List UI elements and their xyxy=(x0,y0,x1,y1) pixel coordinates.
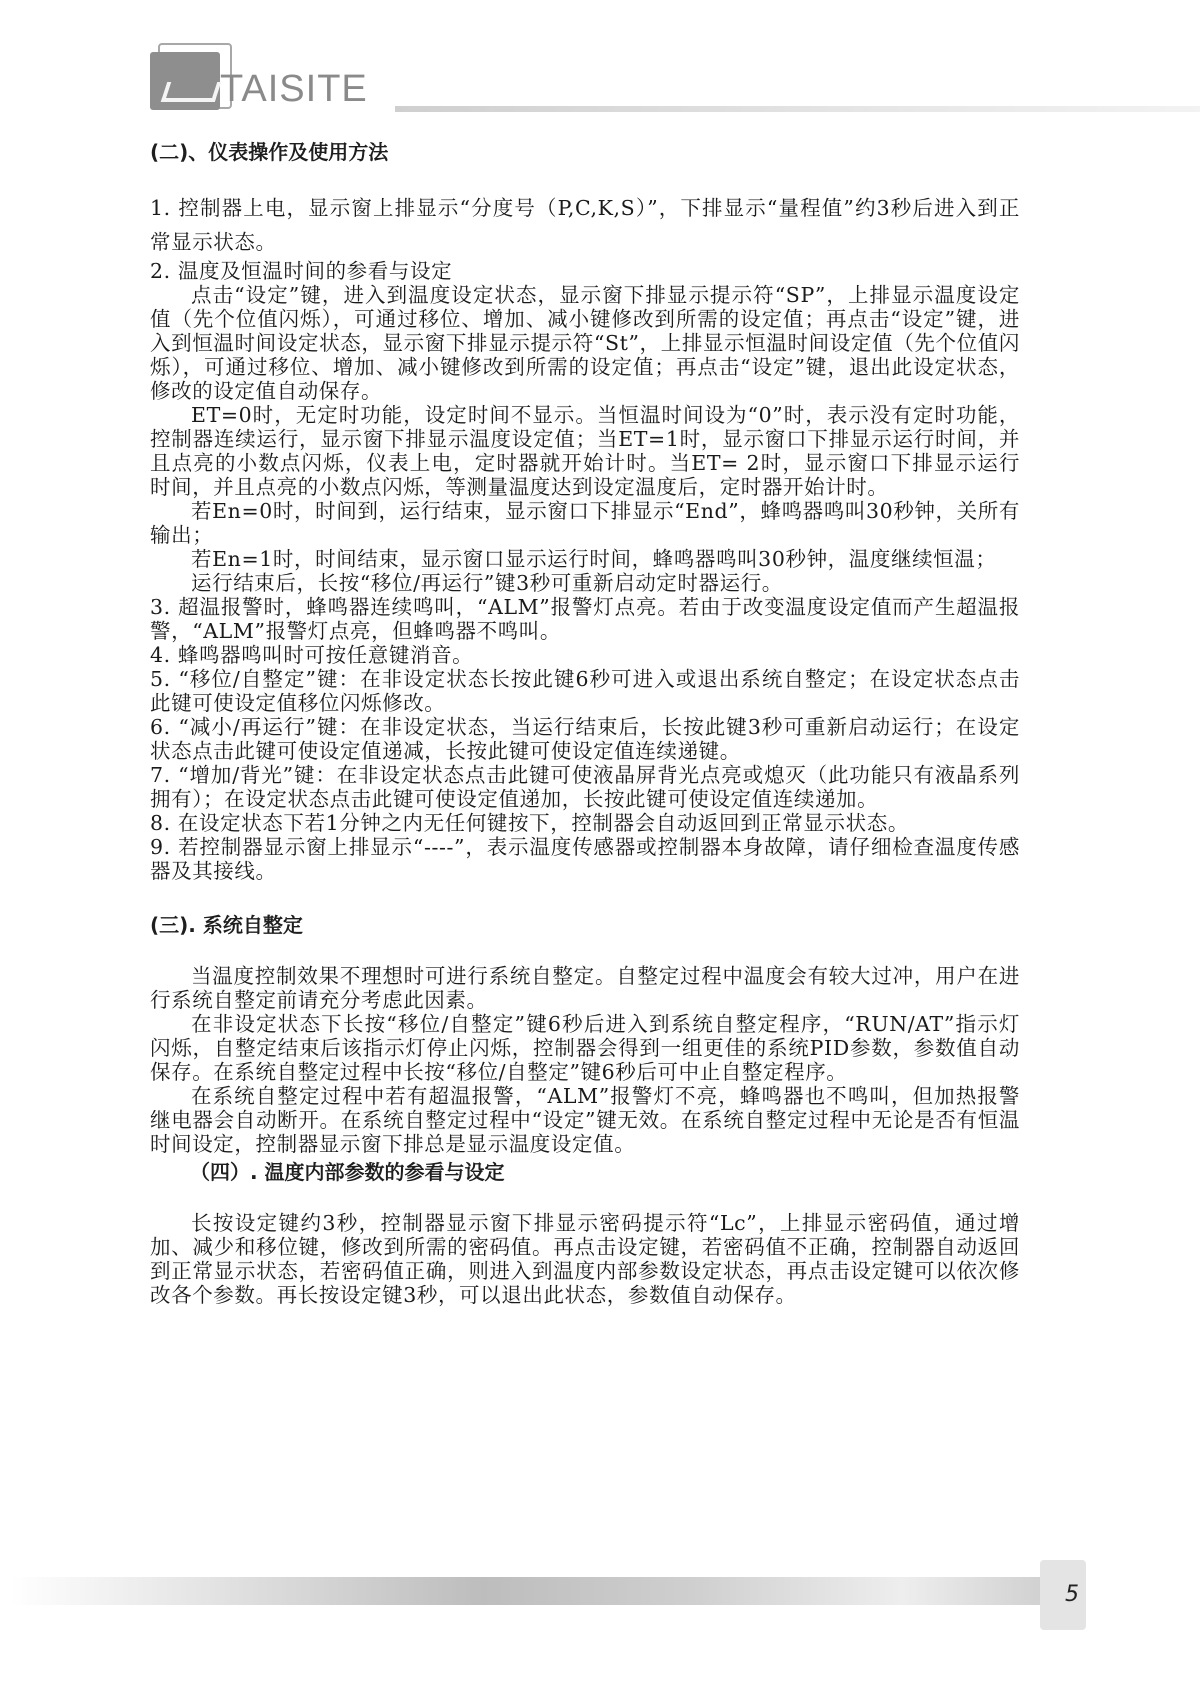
paragraph: 长按设定键约3秒，控制器显示窗下排显示密码提示符“Lc”，上排显示密码值，通过增加、减少和移位键，修改到所需的密码值。再点击设定键，若密码值不正确，控制器自动返回到正常显示状态，若密码值正确，则进入到温度内部参数设定状态，再点击设定键可以依次修改各个参数。再长按设定键3秒，可以退出此状态，参数值自动保存。 xyxy=(150,1211,1020,1307)
document-body xyxy=(150,136,1020,1307)
paragraph: 在系统自整定过程中若有超温报警，“ALM”报警灯不亮，蜂鸣器也不鸣叫，但加热报警继电器会自动断开。在系统自整定过程中“设定”键无效。在系统自整定过程中无论是否有恒温时间设定，控制器显示窗下排总是显示温度设定值。 xyxy=(150,1084,1020,1156)
paragraph: 若En=1时，时间结束，显示窗口显示运行时间，蜂鸣器鸣叫30秒钟，温度继续恒温； xyxy=(191,547,997,571)
section-title-operation: (二)、仪表操作及使用方法 xyxy=(150,140,389,164)
paragraph: ET=0时，无定时功能，设定时间不显示。当恒温时间设为“0”时，表示没有定时功能，控制器连续运行，显示窗下排显示温度设定值；当ET=1时，显示窗口下排显示运行时间，并且点亮的小数点闪烁，仪表上电，定时器就开始计时。当ET= 2时，显示窗口下排显示运行时间，并且点亮的小数点闪烁，等测量温度达到设定温度后，定时器开始计时。 xyxy=(150,403,1020,499)
paragraph: 9. 若控制器显示窗上排显示“----”，表示温度传感器或控制器本身故障，请仔细检查温度传感器及其接线。 xyxy=(150,835,1020,883)
paragraph: 2. 温度及恒温时间的参看与设定 xyxy=(150,259,453,283)
paragraph: 运行结束后，长按“移位/再运行”键3秒可重新启动定时器运行。 xyxy=(191,571,783,595)
paragraph: 1. 控制器上电，显示窗上排显示“分度号（P,C,K,S）”，下排显示“量程值”约3秒后进入到正常显示状态。 xyxy=(150,196,1020,254)
section-title-autotune: (三). 系统自整定 xyxy=(150,913,303,937)
paragraph: 8. 在设定状态下若1分钟之内无任何键按下，控制器会自动返回到正常显示状态。 xyxy=(150,811,909,835)
section-title-internal-params: （四）. 温度内部参数的参看与设定 xyxy=(190,1160,505,1184)
paragraph: 3. 超温报警时，蜂鸣器连续鸣叫，“ALM”报警灯点亮。若由于改变温度设定值而产生超温报警，“ALM”报警灯点亮，但蜂鸣器不鸣叫。 xyxy=(150,595,1020,643)
brand-name: TAISITE xyxy=(220,68,368,110)
paragraph: 7. “增加/背光”键：在非设定状态点击此键可使液晶屏背光点亮或熄灭（此功能只有液晶系列拥有）；在设定状态点击此键可使设定值递加，长按此键可使设定值连续递加。 xyxy=(150,763,1020,811)
taisite-logo-icon xyxy=(150,38,228,110)
page-header xyxy=(150,38,1200,118)
paragraph: 点击“设定”键，进入到温度设定状态，显示窗下排显示提示符“SP”，上排显示温度设定值（先个位值闪烁），可通过移位、增加、减小键修改到所需的设定值；再点击“设定”键，进入到恒温时间设定状态，显示窗下排显示提示符“St”，上排显示恒温时间设定值（先个位值闪烁），可通过移位、增加、减小键修改到所需的设定值；再点击“设定”键，退出此设定状态，修改的设定值自动保存。 xyxy=(150,283,1020,403)
paragraph: 若En=0时，时间到，运行结束，显示窗口下排显示“End”，蜂鸣器鸣叫30秒钟，关所有输出； xyxy=(150,499,1020,547)
paragraph: 5. “移位/自整定”键：在非设定状态长按此键6秒可进入或退出系统自整定；在设定状态点击此键可使设定值移位闪烁修改。 xyxy=(150,667,1020,715)
paragraph: 当温度控制效果不理想时可进行系统自整定。自整定过程中温度会有较大过冲，用户在进行系统自整定前请充分考虑此因素。 xyxy=(150,964,1020,1012)
paragraph: 6. “减小/再运行”键：在非设定状态，当运行结束后，长按此键3秒可重新启动运行；在设定状态点击此键可使设定值递减，长按此键可使设定值连续递键。 xyxy=(150,715,1020,763)
header-divider xyxy=(395,106,1200,112)
paragraph: 4. 蜂鸣器鸣叫时可按任意键消音。 xyxy=(150,643,474,667)
paragraph: 在非设定状态下长按“移位/自整定”键6秒后进入到系统自整定程序，“RUN/AT”指示灯闪烁，自整定结束后该指示灯停止闪烁，控制器会得到一组更佳的系统PID参数，参数值自动保存。在系统自整定过程中长按“移位/自整定”键6秒后可中止自整定程序。 xyxy=(150,1012,1020,1084)
footer-bar xyxy=(10,1577,1060,1605)
page-number: 5 xyxy=(1065,1582,1079,1607)
page-tab-logo-icon xyxy=(1040,1560,1086,1630)
